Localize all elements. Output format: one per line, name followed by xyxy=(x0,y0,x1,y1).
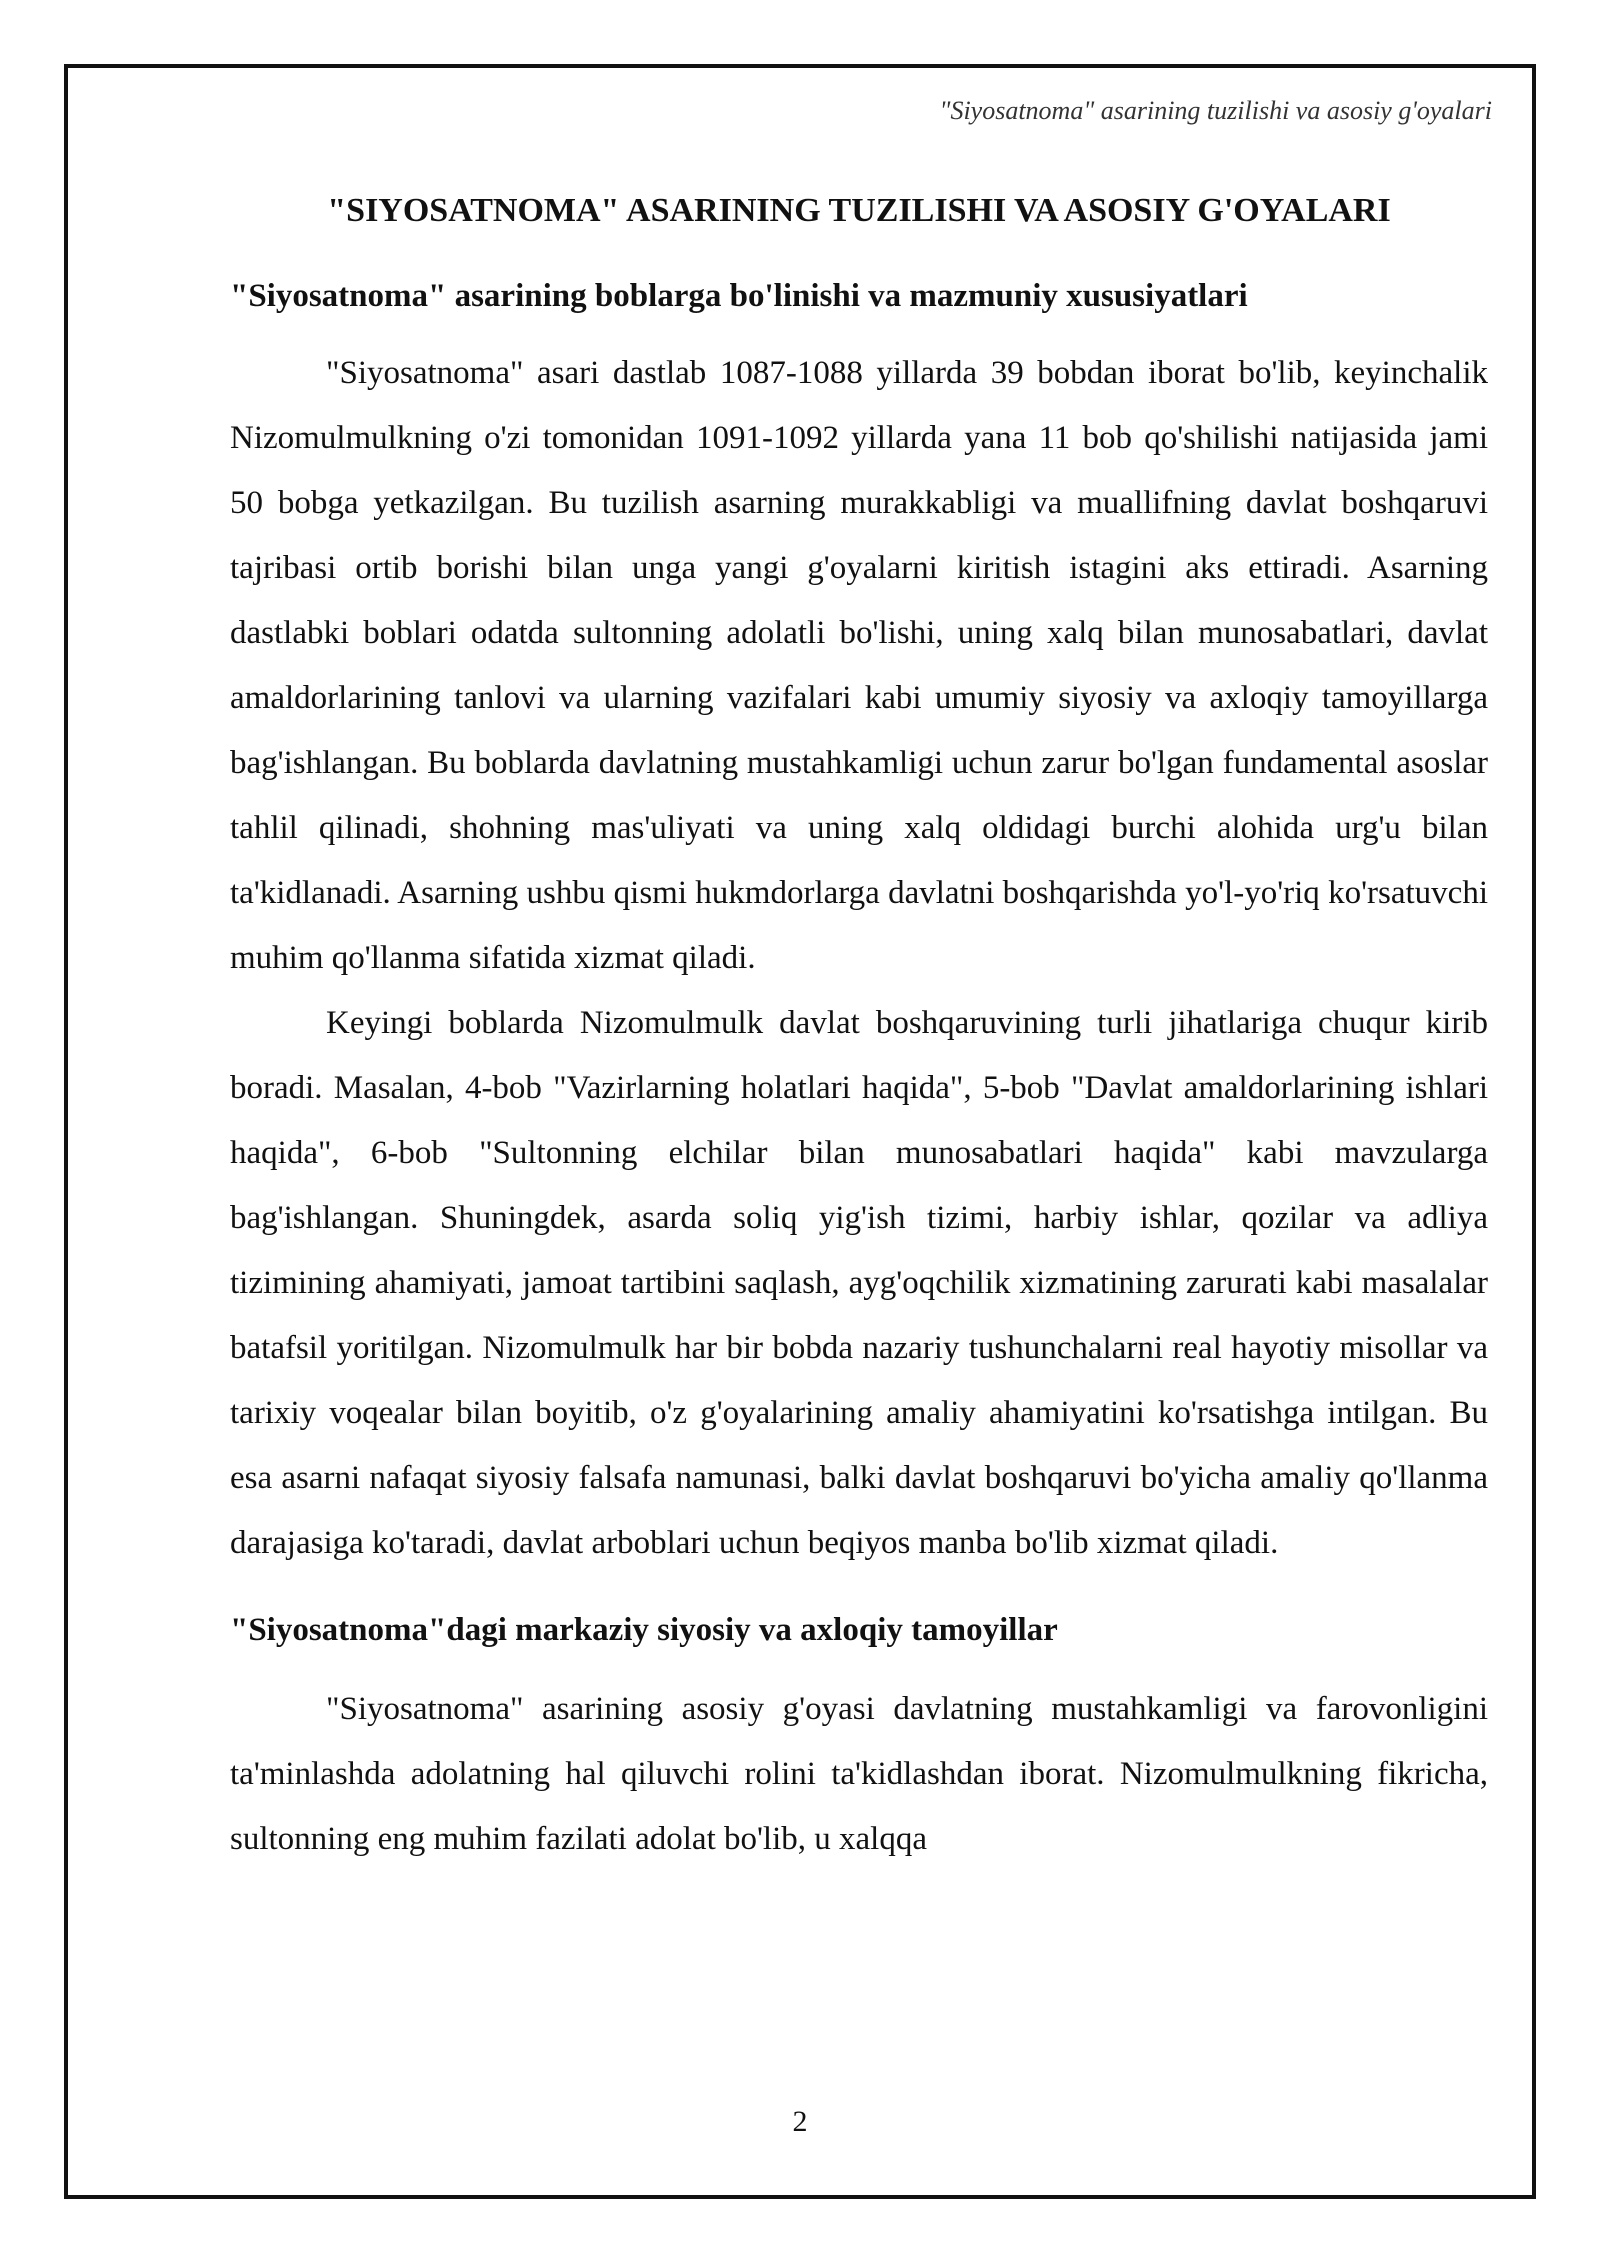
page-number: 2 xyxy=(792,2105,808,2138)
document-title: "SIYOSATNOMA" ASARINING TUZILISHI VA ASOSIY G'OYALARI xyxy=(327,192,1391,229)
document-body xyxy=(230,180,1488,1872)
paragraph: "Siyosatnoma" asari dastlab 1087-1088 yillarda 39 bobdan iborat bo'lib, keyinchalik Nizomulmulkning o'zi tomonidan 1091-1092 yillarda yana 11 bob qo'shilishi natijasida jami 50 bobga yetkazilgan. Bu tuzilish asarning murakkabligi va muallifning davlat boshqaruvi tajribasi ortib borishi bilan unga yangi g'oyalarni kiritish istagini aks ettiradi. Asarning dastlabki boblari odatda sultonning adolatli bo'lishi, uning xalq bilan munosabatlari, davlat amaldorlarining tanlovi va ularning vazifalari kabi umumiy siyosiy va axloqiy tamoyillarga bag'ishlangan. Bu boblarda davlatning mustahkamligi uchun zarur bo'lgan fundamental asoslar tahlil qilinadi, shohning mas'uliyati va uning xalq oldidagi burchi alohida urg'u bilan ta'kidlanadi. Asarning ushbu qismi hukmdorlarga davlatni boshqarishda yo'l-yo'riq ko'rsatuvchi muhim qo'llanma sifatida xizmat qiladi. xyxy=(230,355,1488,976)
paragraph: Keyingi boblarda Nizomulmulk davlat boshqaruvining turli jihatlariga chuqur kirib boradi. Masalan, 4-bob "Vazirlarning holatlari haqida", 5-bob "Davlat amaldorlarining ishlari haqida", 6-bob "Sultonning elchilar bilan munosabatlari haqida" kabi mavzularga bag'ishlangan. Shuningdek, asarda soliq yig'ish tizimi, harbiy ishlar, qozilar va adliya tizimining ahamiyati, jamoat tartibini saqlash, ayg'oqchilik xizmatining zarurati kabi masalalar batafsil yoritilgan. Nizomulmulk har bir bobda nazariy tushunchalarni real hayotiy misollar va tarixiy voqealar bilan boyitib, o'z g'oyalarining amaliy ahamiyatini ko'rsatishga intilgan. Bu esa asarni nafaqat siyosiy falsafa namunasi, balki davlat boshqaruvi bo'yicha amaliy qo'llanma darajasiga ko'taradi, davlat arboblari uchun beqiyos manba bo'lib xizmat qiladi. xyxy=(230,1005,1488,1561)
section-heading-2: "Siyosatnoma"dagi markaziy siyosiy va axloqiy tamoyillar xyxy=(230,1612,1058,1648)
paragraph: "Siyosatnoma" asarining asosiy g'oyasi davlatning mustahkamligi va farovonligini ta'minlashda adolatning hal qiluvchi rolini ta'kidlashdan iborat. Nizomulmulkning fikricha, sultonning eng muhim fazilati adolat bo'lib, u xalqqa xyxy=(230,1691,1488,1857)
section-heading-1: "Siyosatnoma" asarining boblarga bo'linishi va mazmuniy xususiyatlari xyxy=(230,278,1248,314)
running-header: "Siyosatnoma" asarining tuzilishi va asosiy g'oyalari xyxy=(939,96,1492,125)
